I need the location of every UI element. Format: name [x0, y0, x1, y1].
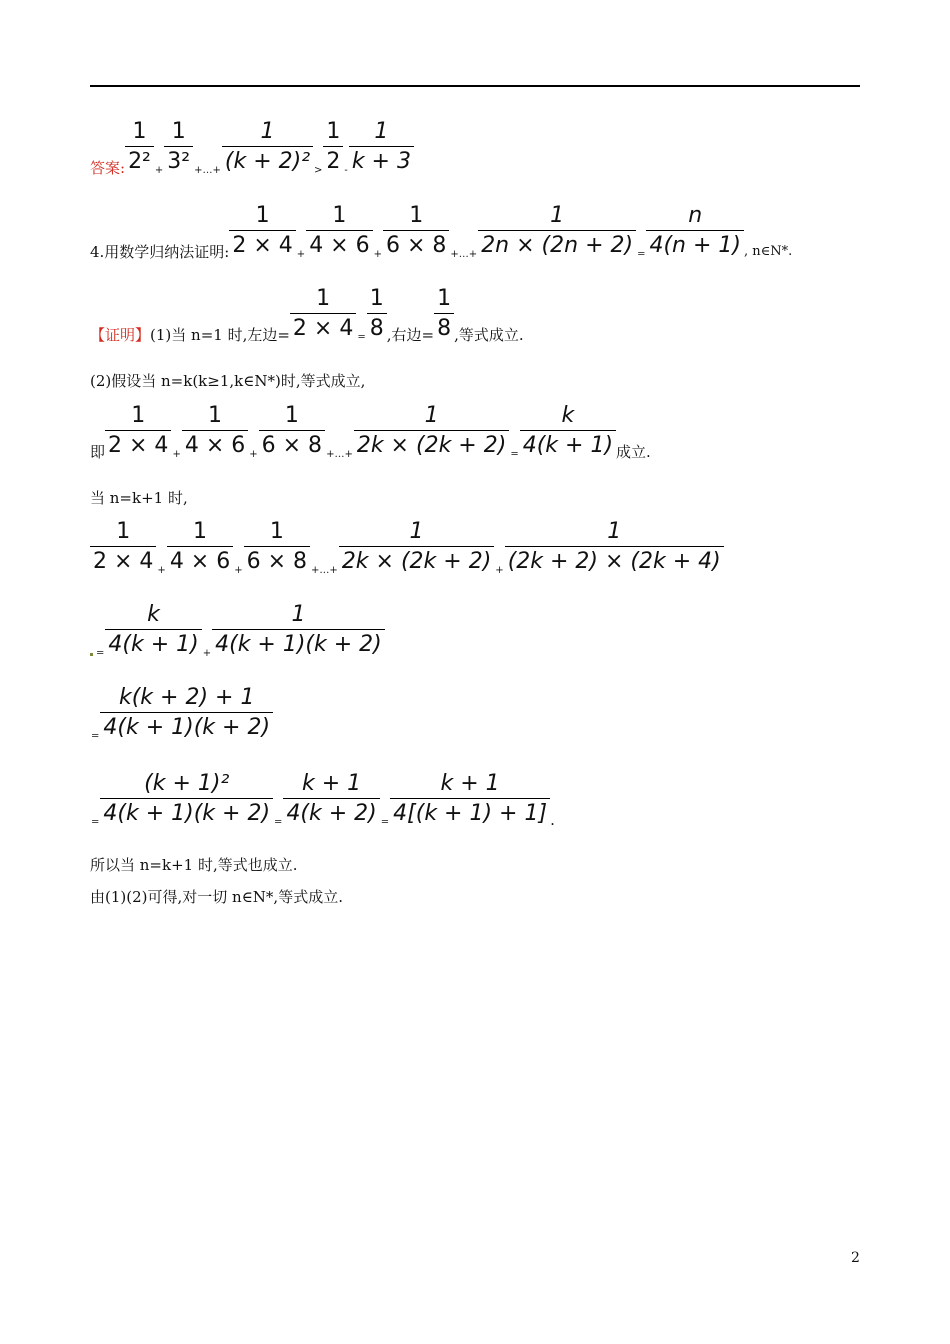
denominator: 4(k + 2) — [283, 798, 379, 829]
denominator: 6 × 8 — [383, 230, 449, 261]
denominator: 4 × 6 — [167, 546, 233, 577]
fraction — [100, 684, 273, 743]
marker-dot — [90, 653, 93, 656]
fraction — [125, 118, 154, 177]
denominator: 2 × 4 — [290, 313, 356, 344]
numerator: 1 — [332, 203, 347, 228]
conclusion-1: 所以当 n=k+1 时,等式也成立. — [90, 856, 298, 874]
denominator: 4 × 6 — [182, 430, 248, 461]
denominator: 4(k + 1) — [105, 629, 201, 660]
answer-line: 答案: $\frac{1}{\text{2²}}$ + $\frac{1}{\text{3²}}$ +…+ $\frac{1}{\text{(k + 2)²}}$ > $\frac{1}{2}$ - $\frac{1}{k + 3}$ — [90, 118, 414, 177]
numerator: 1 — [269, 519, 284, 544]
denominator: 2 × 4 — [90, 546, 156, 577]
fraction — [105, 601, 201, 660]
fraction — [100, 770, 273, 829]
denominator: 2 × 4 — [105, 430, 171, 461]
when-line: 当 n=k+1 时, — [90, 489, 188, 507]
denominator: 4(k + 1) — [520, 430, 616, 461]
numerator: (k + 1)² — [144, 771, 230, 796]
numerator: 1 — [437, 286, 452, 311]
fraction — [354, 402, 509, 461]
fraction — [259, 402, 325, 461]
numerator: 1 — [132, 119, 147, 144]
fraction — [164, 118, 193, 177]
numerator: k — [147, 602, 160, 627]
fraction — [505, 518, 724, 577]
fraction — [478, 202, 636, 261]
numerator: 1 — [131, 403, 146, 428]
numerator: 1 — [409, 519, 424, 544]
numerator: k + 1 — [302, 771, 362, 796]
problem-text: 4.用数学归纳法证明: — [90, 243, 230, 261]
fraction — [105, 402, 171, 461]
numerator: 1 — [284, 403, 299, 428]
denominator: k + 3 — [349, 146, 414, 177]
fraction — [323, 118, 343, 177]
fraction — [290, 285, 356, 344]
numerator: 1 — [193, 519, 208, 544]
denominator: 4 × 6 — [306, 230, 372, 261]
denominator: (2k + 2) × (2k + 4) — [505, 546, 724, 577]
equation-line-3: = $\frac{k(k + 2) + 1}{4(k + 1)(k + 2)}$ — [90, 684, 273, 743]
fraction — [90, 518, 156, 577]
numerator: 1 — [374, 119, 389, 144]
numerator: 1 — [260, 119, 275, 144]
numerator: 1 — [369, 286, 384, 311]
equation-line-4: = $\frac{\text{(k + 1)²}}{4(k + 1)(k + 2)}$ = $\frac{k + 1}{4(k + 2)}$ = $\frac{k + 1}{4[(k + 1) + 1]}$ . — [91, 771, 555, 829]
fraction — [229, 202, 295, 261]
denominator: 2² — [125, 146, 154, 177]
equation-line-2: = $\frac{k}{4(k + 1)}$ + $\frac{1}{4(k + 1)(k + 2)}$ — [90, 601, 385, 660]
fraction — [434, 285, 454, 344]
fraction — [212, 601, 385, 660]
numerator: 1 — [550, 203, 565, 228]
sum-line: $\frac{1}{2 \times 4}$ + $\frac{1}{4 \times 6}$ + $\frac{1}{6 \times 8}$ +…+ $\frac{1}{2k \times (2k + 2)}$ + $\frac{1}{(2k + 2) \times (2k + 4)}$ — [90, 518, 724, 577]
numerator: 1 — [208, 403, 223, 428]
denominator: 2 × 4 — [229, 230, 295, 261]
fraction — [367, 285, 387, 344]
fraction — [349, 118, 414, 177]
denominator: 2k × (2k + 2) — [339, 546, 494, 577]
numerator: k — [561, 403, 575, 428]
assumption-line: 即 $\frac{1}{2 \times 4}$ + $\frac{1}{4 \times 6}$ + $\frac{1}{6 \times 8}$ +…+ $\frac{1}{2k \times (2k + 2)}$ = $\frac{k}{4(k + 1)}$ 成立. — [90, 403, 651, 461]
page-number: 2 — [851, 1250, 860, 1266]
denominator: 6 × 8 — [244, 546, 310, 577]
denominator: 8 — [434, 313, 454, 344]
denominator: (k + 2)² — [222, 146, 313, 177]
denominator: 2 — [323, 146, 343, 177]
header-rule — [90, 85, 860, 87]
numerator: 1 — [424, 403, 439, 428]
denominator: 2k × (2k + 2) — [354, 430, 509, 461]
denominator: 4(k + 1)(k + 2) — [100, 798, 273, 829]
answer-label: 答案: — [90, 159, 126, 177]
fraction — [283, 770, 379, 829]
numerator: n — [688, 203, 703, 228]
conclusion-2: 由(1)(2)可得,对一切 n∈N*,等式成立. — [90, 888, 343, 906]
denominator: 8 — [367, 313, 387, 344]
numerator: k + 1 — [440, 771, 500, 796]
numerator: 1 — [255, 203, 270, 228]
problem-line: 4.用数学归纳法证明: $\frac{1}{2 \times 4}$ + $\frac{1}{4 \times 6}$ + $\frac{1}{6 \times 8}$ +…+ $\frac{1}{2n \times (2n + 2)}$ = $\frac{n}{4(n + 1)}$ , n∈N*. — [90, 203, 793, 261]
numerator: 1 — [116, 519, 131, 544]
numerator: 1 — [291, 602, 306, 627]
denominator: 4(k + 1)(k + 2) — [100, 712, 273, 743]
numerator: k(k + 2) + 1 — [118, 685, 255, 710]
denominator: 6 × 8 — [259, 430, 325, 461]
numerator: 1 — [607, 519, 622, 544]
proof-label: 【证明】 — [90, 326, 151, 344]
fraction — [646, 202, 744, 261]
denominator: 3² — [164, 146, 193, 177]
fraction — [222, 118, 313, 177]
numerator: 1 — [409, 203, 424, 228]
fraction — [390, 770, 550, 829]
fraction — [182, 402, 248, 461]
fraction — [383, 202, 449, 261]
denominator: 4(k + 1)(k + 2) — [212, 629, 385, 660]
fraction — [339, 518, 494, 577]
numerator: 1 — [316, 286, 331, 311]
fraction — [167, 518, 233, 577]
denominator: 4(n + 1) — [646, 230, 744, 261]
denominator: 4[(k + 1) + 1] — [390, 798, 550, 829]
denominator: 2n × (2n + 2) — [478, 230, 636, 261]
numerator: 1 — [326, 119, 341, 144]
fraction — [306, 202, 372, 261]
fraction — [244, 518, 310, 577]
numerator: 1 — [171, 119, 186, 144]
proof-step2: (2)假设当 n=k(k≥1,k∈N*)时,等式成立, — [90, 372, 366, 390]
fraction — [520, 402, 616, 461]
proof-step1: 【证明】 (1)当 n=1 时,左边= $\frac{1}{2 \times 4}$ = $\frac{1}{8}$ ,右边= $\frac{1}{8}$ ,等式成立. — [90, 286, 524, 344]
